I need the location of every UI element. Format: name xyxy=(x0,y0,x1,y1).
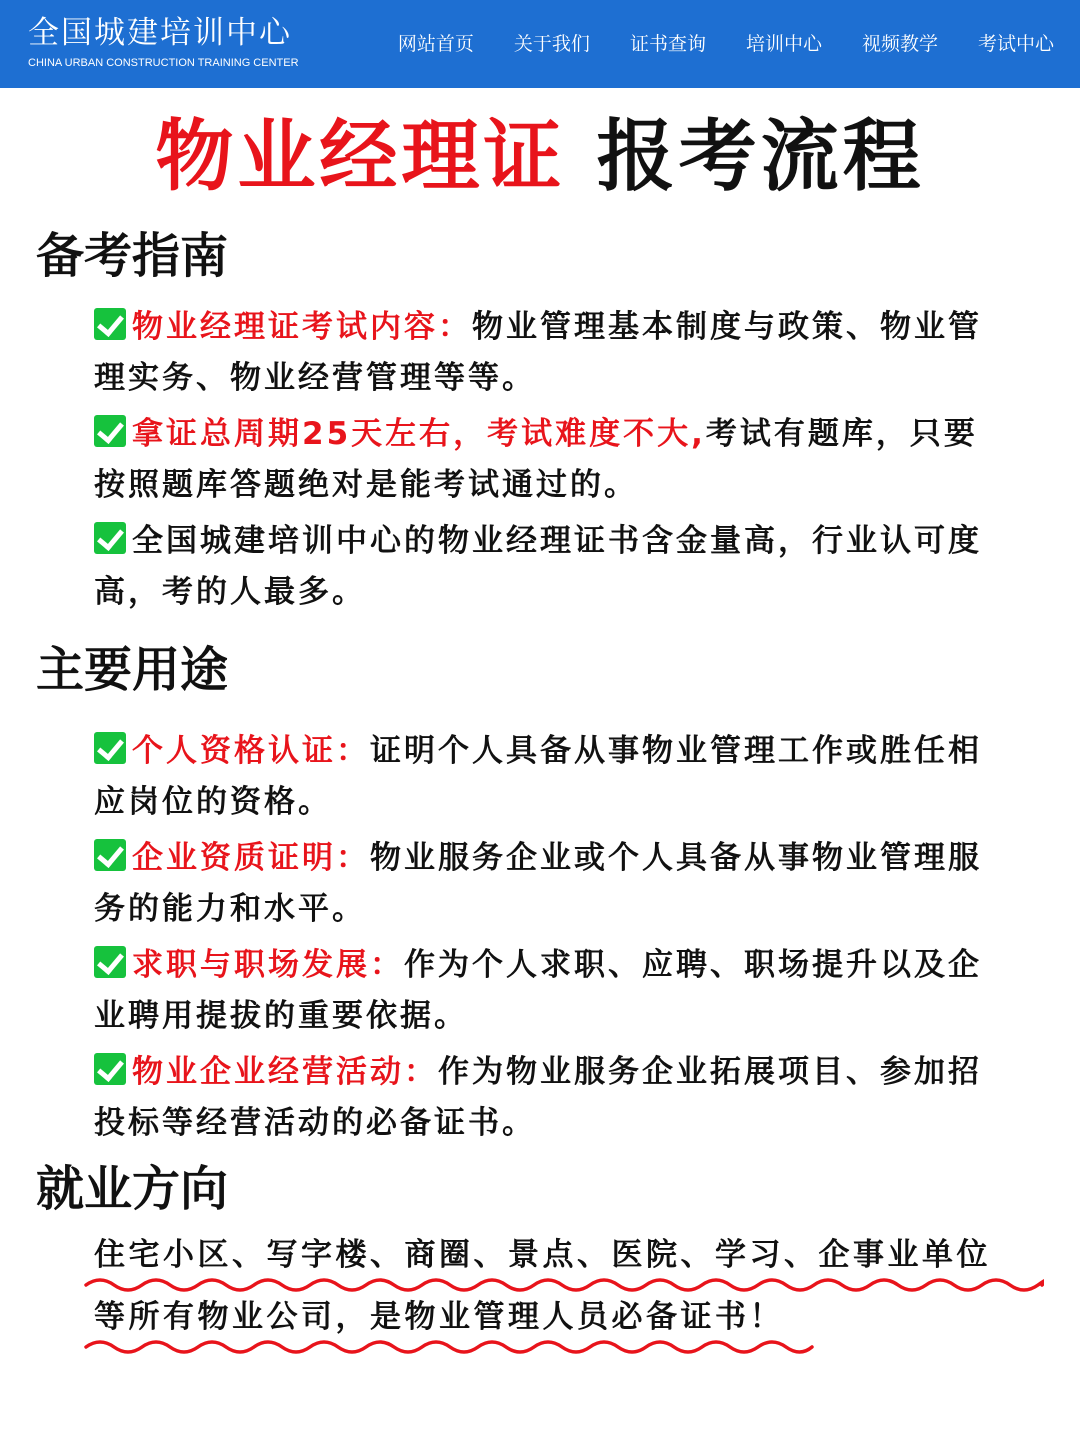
list-item xyxy=(94,940,1000,1042)
item-highlight: 物业经理证考试内容： xyxy=(132,309,472,345)
item-highlight: 企业资质证明： xyxy=(132,840,370,876)
logo-english-name: CHINA URBAN CONSTRUCTION TRAINING CENTER xyxy=(28,57,299,69)
usage-list xyxy=(94,726,1000,1149)
check-mark-icon xyxy=(94,308,126,340)
title-black: 报考流程 xyxy=(596,112,925,202)
item-text: 物业服务企业或个人具备从事物业管理服务的能力和水平。 xyxy=(94,840,982,927)
list-item xyxy=(94,302,1000,404)
section-title-guide: 备考指南 xyxy=(36,228,229,284)
logo-chinese-name: 全国城建培训中心 xyxy=(28,15,292,51)
nav-training[interactable]: 培训中心 xyxy=(745,33,822,55)
employment-text xyxy=(94,1233,1044,1357)
item-text: 证明个人具备从事物业管理工作或胜任相应岗位的资格。 xyxy=(94,733,982,820)
title-red: 物业经理证 xyxy=(155,112,566,202)
guide-list xyxy=(94,302,1000,618)
page-title xyxy=(0,112,1080,202)
employment-line-1-text: 住宅小区、写字楼、商圈、景点、医院、学习、企事业单位 xyxy=(94,1237,991,1273)
employment-line-2 xyxy=(94,1295,784,1357)
nav-certificate-query[interactable]: 证书查询 xyxy=(629,33,706,55)
site-header xyxy=(0,0,1080,88)
item-text: 作为个人求职、应聘、职场提升以及企业聘用提拔的重要依据。 xyxy=(94,947,982,1034)
employment-line-2-text: 等所有物业公司，是物业管理人员必备证书！ xyxy=(94,1299,784,1335)
check-mark-icon xyxy=(94,415,126,447)
wave-path xyxy=(86,1342,812,1352)
item-highlight: 求职与职场发展： xyxy=(132,947,404,983)
nav-about[interactable]: 关于我们 xyxy=(513,33,590,55)
wave-path xyxy=(86,1280,1044,1290)
item-text: 作为物业服务企业拓展项目、参加招投标等经营活动的必备证书。 xyxy=(94,1054,982,1141)
nav-home[interactable]: 网站首页 xyxy=(397,33,474,55)
check-mark-icon xyxy=(94,839,126,871)
check-mark-icon xyxy=(94,732,126,764)
list-item xyxy=(94,409,1000,511)
list-item xyxy=(94,726,1000,828)
section-title-usage: 主要用途 xyxy=(36,642,229,698)
item-text: 全国城建培训中心的物业经理证书含金量高，行业认可度高，考的人最多。 xyxy=(94,523,982,610)
item-highlight: 个人资格认证： xyxy=(132,733,370,769)
item-highlight: 物业企业经营活动： xyxy=(132,1054,438,1090)
check-mark-icon xyxy=(94,946,126,978)
wavy-underline-1 xyxy=(84,1275,1044,1295)
item-text: 考试有题库，只要按照题库答题绝对是能考试通过的。 xyxy=(94,416,978,503)
list-item xyxy=(94,516,1000,618)
nav-exam[interactable]: 考试中心 xyxy=(977,33,1054,55)
wavy-underline-2 xyxy=(84,1337,814,1357)
site-logo[interactable] xyxy=(28,14,299,70)
nav-video[interactable]: 视频教学 xyxy=(861,33,938,55)
section-title-employment: 就业方向 xyxy=(36,1161,229,1217)
check-mark-icon xyxy=(94,1053,126,1085)
list-item xyxy=(94,833,1000,935)
list-item xyxy=(94,1047,1000,1149)
main-nav xyxy=(398,30,1054,58)
item-text: 物业管理基本制度与政策、物业管理实务、物业经营管理等等。 xyxy=(94,309,982,396)
employment-line-1 xyxy=(94,1233,991,1295)
check-mark-icon xyxy=(94,522,126,554)
item-highlight: 拿证总周期25天左右，考试难度不大, xyxy=(132,416,706,452)
